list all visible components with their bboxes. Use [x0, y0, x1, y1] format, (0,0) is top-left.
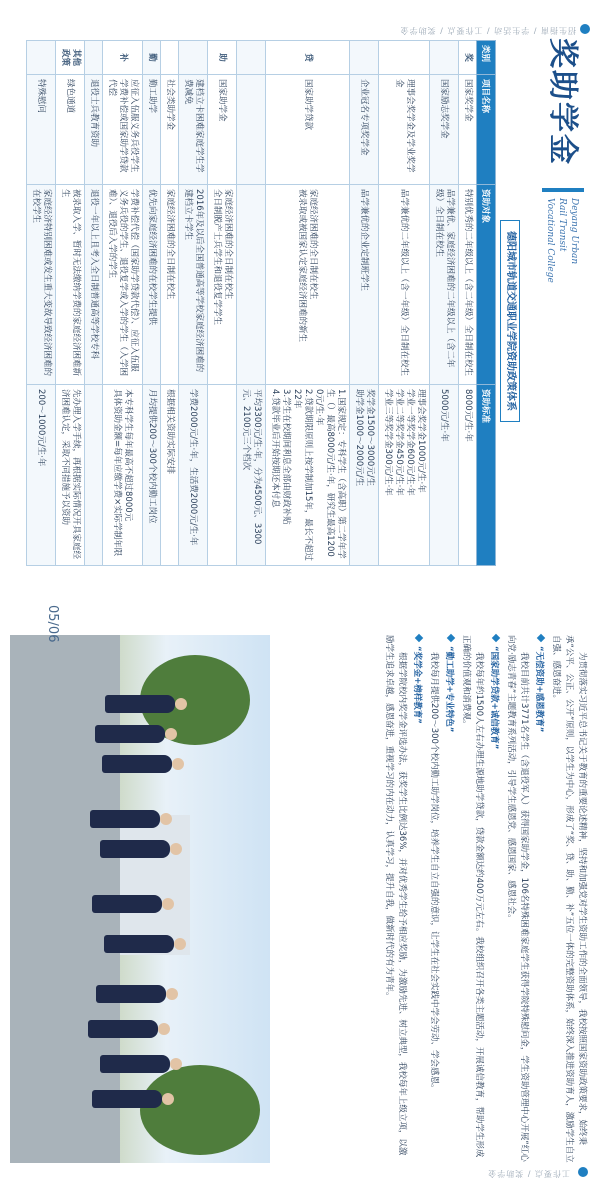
name-cell: 理事会奖学金及学业奖学金 — [379, 75, 430, 185]
person-head — [175, 698, 187, 710]
amount-cell: 1.国家规定：专科学生（含高职）第二学年学生（）最高8000元/生·年，研究生最高12000元/生·年 2.贷款期限原则上按学制加15年，最长不超过22年 3.学生在校期间利息全部由财政补贴 4.贷款毕业后开始按期还本付息 — [266, 385, 350, 566]
photo-building — [120, 815, 190, 955]
table-row — [103, 41, 143, 566]
amount-cell: 先办理入学手续，再根据实际情况开具家庭经济困难认定，采取不同措施予以资助 — [56, 385, 85, 566]
person-figure — [92, 895, 162, 913]
category-cell — [237, 41, 266, 75]
person-head — [158, 1023, 170, 1035]
person-head — [165, 728, 177, 740]
amount-cell: 根据相关资助实际安排 — [161, 385, 179, 566]
target-cell: 特别优秀的二年级以上（含二年级）全日制在校生 — [459, 185, 477, 385]
name-cell: 勤工助学 — [143, 75, 161, 185]
target-cell: 家庭经济困难的全日制在校生 全日制脱产士兵学生和退役复学学生 — [208, 185, 237, 385]
name-cell: 社会类助学金 — [161, 75, 179, 185]
table-row — [266, 41, 350, 566]
amount-cell: 8000元/生·年 — [459, 385, 477, 566]
name-cell: 国家助学贷款 — [266, 75, 350, 185]
section-title: “国家助学贷款+诚信教育” — [489, 646, 499, 750]
category-cell: 补 — [103, 41, 143, 75]
name-cell: 国家奖学金 — [459, 75, 477, 185]
name-cell: 退役士兵教育资助 — [85, 75, 103, 185]
table-row — [430, 41, 459, 566]
title-divider — [542, 188, 584, 192]
section-title: “无偿资助+感恩教育” — [534, 646, 544, 733]
target-cell: 家庭经济困难的全日制在校生 — [161, 185, 179, 385]
amount-cell: 本专科学生每年最高不超过8000元 具体资助金额=每年应缴学费×实际学制年限 — [103, 385, 143, 566]
person-head — [170, 843, 182, 855]
table-header-row — [477, 41, 496, 566]
section-text: 我校每年约1500人左右办理生源地助学贷款，贷款金额达约400万元左右。我校组织召开各类主题活动，开展诚信教育，帮助学生形成正确的价值观和消费观。 — [461, 635, 484, 1158]
left-side-rail — [10, 22, 590, 36]
category-cell — [430, 41, 459, 75]
category-cell — [85, 41, 103, 75]
body-text — [379, 635, 588, 1163]
category-cell: 助 — [208, 41, 237, 75]
right-page — [0, 585, 600, 1183]
section-text: 我校每月提供200～300个校内勤工助学岗位，培养学生自立自强的意识，让学生在社会实践中学会劳动、学会感恩。 — [429, 652, 439, 1093]
category-cell: 勤 — [143, 41, 161, 75]
amount-cell — [208, 385, 237, 566]
page-title: 奖助学金 — [545, 38, 580, 166]
person-head — [166, 988, 178, 1000]
category-cell — [161, 41, 179, 75]
target-cell: 品学兼优、家庭经济困难的二年级以上（含二年级）全日制在校生 — [430, 185, 459, 385]
category-cell: 奖 — [459, 41, 477, 75]
person-figure — [104, 935, 174, 953]
name-cell: 国家助学金 — [208, 75, 237, 185]
category-cell: 其他政策 — [56, 41, 85, 75]
target-cell: 品学兼优的二年级以上（含一年级）全日制在校生 — [379, 185, 430, 385]
table-row — [237, 41, 266, 566]
name-cell: 国家励志奖学金 — [430, 75, 459, 185]
right-rail-text: 工作要点 / 奖助学金 — [487, 1169, 570, 1178]
target-cell: 品学兼优的企业定制班学生 — [350, 185, 379, 385]
section-heading — [532, 635, 545, 1163]
section-title: “奖学金+榜样教育” — [412, 646, 422, 724]
person-figure — [90, 810, 160, 828]
person-figure — [100, 1055, 170, 1073]
person-head — [170, 1058, 182, 1070]
table-row — [27, 41, 56, 566]
table-title: 德阳城市轨道交通职业学院资助政策体系 — [500, 220, 520, 422]
person-figure — [88, 1020, 158, 1038]
title-english: Deyang Urban Rail Transit Vocational College — [545, 198, 579, 283]
section-list — [382, 635, 545, 1163]
category-cell — [350, 41, 379, 75]
category-cell — [379, 41, 430, 75]
person-figure — [105, 695, 175, 713]
section-heading — [442, 635, 455, 1163]
amount-cell: 学费2000元/生·年，生活费2000元/生·年 — [179, 385, 208, 566]
name-cell — [237, 75, 266, 185]
name-cell: 企业冠名专项奖学金 — [350, 75, 379, 185]
intro-paragraph: 为贯彻落实习近平总书记关于教育的重要论述精神，坚持和加强党对学生资助工作的全面领导，我校按照国家资助政策要求，始终秉承“公平、公正、公开”原则，以学生为中心，形成了“奖、贷、助、勤、补”五位一体的完整资助体系，始终深入推进资助育人，激励学生自立自强、感恩奋进。 — [551, 635, 587, 1163]
diamond-bullet-icon — [537, 634, 545, 642]
amount-cell: 5000元/生·年 — [430, 385, 459, 566]
category-cell — [179, 41, 208, 75]
person-figure — [92, 1090, 162, 1108]
table-row — [379, 41, 430, 566]
person-figure — [96, 985, 166, 1003]
table-row — [143, 41, 161, 566]
students-photo — [10, 635, 270, 1163]
rail-dot-icon — [580, 24, 590, 34]
person-figure — [100, 840, 170, 858]
target-cell — [237, 185, 266, 385]
col-header-amount: 资助标准 — [477, 385, 496, 566]
target-cell: 退役一年以上且考入全日制普通高等学校专科 — [85, 185, 103, 385]
diamond-bullet-icon — [415, 634, 423, 642]
person-figure — [102, 755, 172, 773]
target-cell: 学费补偿代偿（国家助学贷款代偿）、应征入伍服义务兵役的学生、退役复学或入学的学生（入学困难）、退役后入学的学生 — [103, 185, 143, 385]
col-header-target: 资助对象 — [477, 185, 496, 385]
category-cell: 贷 — [266, 41, 350, 75]
target-cell: 2016年及以后全国普通高等学校家庭经济困难的建档立卡学生 — [179, 185, 208, 385]
table-row — [85, 41, 103, 566]
table-row — [161, 41, 179, 566]
left-page — [0, 0, 600, 585]
name-cell: 特殊慰问 — [27, 75, 56, 185]
target-cell: 家庭经济特别困难或发生重大变故导致经济困难的在校学生 — [27, 185, 56, 385]
person-head — [162, 1093, 174, 1105]
section-text: 根据学院校内奖学金评选办法，获奖学生比例达36%，并对优秀学生给予相应奖励，为激励先进、树立典型，我校每年上级立项，以激励学生追求卓越，感恩奋进，重视学习的内在动力，认真学习，提升自我，做新时代的有为青年。 — [384, 635, 407, 1156]
person-head — [174, 938, 186, 950]
name-cell: 绿色通道 — [56, 75, 85, 185]
section-text: 我校目前共计3771名学生（含退役军人）获得国家助学金，106名特殊困难家庭学生获得学院特殊慰问金，学生资助管理中心开展“红心向党·励志青春”主题教育系列活动，引导学生感恩党、感恩国家、感恩社会。 — [506, 635, 529, 1162]
diamond-bullet-icon — [447, 634, 455, 642]
table-row — [179, 41, 208, 566]
person-figure — [95, 725, 165, 743]
target-cell: 优先向家庭经济困难的在校学生提供 — [143, 185, 161, 385]
table-row — [208, 41, 237, 566]
target-cell: 家庭经济困难的全日制在校生 被录取或被国家认定家庭经济困难的新生 — [266, 185, 350, 385]
section-heading — [487, 635, 500, 1163]
amount-cell: 月均提供200～300个校内勤工岗位 — [143, 385, 161, 566]
page-header — [534, 38, 594, 568]
section-heading — [410, 635, 423, 1163]
amount-cell: 奖学金1500～3000元/生 助学金1000～2000元/生 — [350, 385, 379, 566]
name-cell: 应征入伍服义务兵役学生学费补偿或国家助学贷款代偿 — [103, 75, 143, 185]
table-row — [56, 41, 85, 566]
amount-cell — [85, 385, 103, 566]
section-title: “勤工助学+专业特色” — [444, 646, 454, 733]
person-head — [172, 758, 184, 770]
table-body — [27, 41, 477, 566]
table-row — [350, 41, 379, 566]
person-head — [162, 898, 174, 910]
amount-cell: 理事会奖学金1000元/生·年 学业一等奖学金600元/生·年 学业二等奖学金450元/生·年 学业三等奖学金300元/生·年 — [379, 385, 430, 566]
table-row — [459, 41, 477, 566]
diamond-bullet-icon — [492, 634, 500, 642]
col-header-name: 项目名称 — [477, 75, 496, 185]
rail-dot-icon — [578, 1167, 588, 1177]
amount-cell: 200～1000元/生·年 — [27, 385, 56, 566]
page-number: 05/06 — [45, 605, 60, 643]
person-head — [160, 813, 172, 825]
col-header-category: 类别 — [477, 41, 496, 75]
aid-policy-table — [26, 40, 496, 566]
right-side-rail — [10, 1165, 590, 1179]
name-cell: 建档立卡困难家庭学生学费减免 — [179, 75, 208, 185]
category-cell — [27, 41, 56, 75]
amount-cell: 平均3300元/生·年，分为4500元、3300元、2100元三个档次 — [237, 385, 266, 566]
target-cell: 被录取入学、暂时无法缴纳学费的家庭经济困难新生 — [56, 185, 85, 385]
photo-tree — [140, 1065, 260, 1155]
left-rail-text: 招生指南 / 学生活动 / 工作要点 / 奖助学金 — [399, 26, 576, 35]
